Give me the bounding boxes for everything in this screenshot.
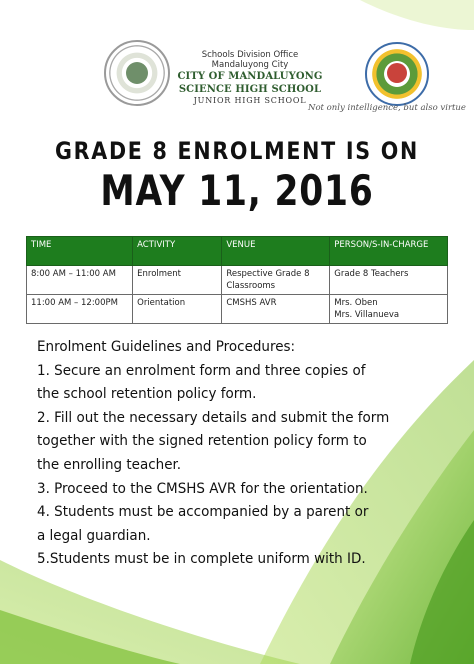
person-name: Mrs. Oben bbox=[334, 298, 378, 308]
person-name: Grade 8 Teachers bbox=[334, 269, 409, 279]
table-row bbox=[27, 266, 448, 295]
enrolment-guidelines bbox=[37, 336, 457, 572]
headline-block bbox=[0, 134, 474, 216]
school-name-text: CITY OF MANDALUYONG SCIENCE HIGH SCHOOL bbox=[177, 71, 323, 95]
table-row bbox=[27, 295, 448, 324]
guideline-line: 4. Students must be accompanied by a parent or bbox=[37, 504, 369, 521]
cell-time: 8:00 AM – 11:00 AM bbox=[27, 266, 133, 295]
enrolment-date: MAY 11, 2016 bbox=[100, 166, 374, 215]
guideline-line: 5.Students must be in complete uniform with ID. bbox=[37, 551, 366, 568]
cell-venue: CMSHS AVR bbox=[222, 295, 330, 324]
city-text: Mandaluyong City bbox=[211, 60, 289, 70]
letterhead bbox=[0, 0, 474, 125]
division-office-text: Schools Division Office bbox=[201, 50, 299, 60]
column-header-venue: VENUE bbox=[222, 237, 330, 266]
junior-high-text: JUNIOR HIGH SCHOOL bbox=[193, 96, 307, 105]
school-motto: Not only intelligence, but also virtue bbox=[308, 103, 466, 113]
school-seal-logo bbox=[365, 42, 429, 106]
cell-venue: Respective Grade 8 Classrooms bbox=[222, 266, 330, 295]
column-header-time: TIME bbox=[27, 237, 133, 266]
guideline-line: the enrolling teacher. bbox=[37, 456, 182, 473]
school-name-block bbox=[150, 50, 350, 106]
cell-activity: Enrolment bbox=[133, 266, 222, 295]
person-name: Mrs. Villanueva bbox=[334, 310, 400, 320]
guideline-line: a legal guardian. bbox=[37, 527, 151, 544]
cell-persons bbox=[330, 295, 448, 324]
guidelines-heading: Enrolment Guidelines and Procedures: bbox=[37, 339, 296, 355]
column-header-activity: ACTIVITY bbox=[133, 237, 222, 266]
guideline-line: together with the signed retention policy form to bbox=[37, 433, 367, 450]
cell-time: 11:00 AM – 12:00PM bbox=[27, 295, 133, 324]
enrolment-title: GRADE 8 ENROLMENT IS ON bbox=[54, 137, 420, 165]
guideline-line: 3. Proceed to the CMSHS AVR for the orientation. bbox=[37, 480, 368, 497]
guideline-line: the school retention policy form. bbox=[37, 386, 257, 403]
cell-activity: Orientation bbox=[133, 295, 222, 324]
column-header-persons: PERSON/S-IN-CHARGE bbox=[330, 237, 448, 266]
guideline-line: 1. Secure an enrolment form and three copies of bbox=[37, 362, 366, 379]
table-header-row bbox=[27, 237, 448, 266]
cell-persons bbox=[330, 266, 448, 295]
schedule-table bbox=[26, 236, 448, 324]
guideline-line: 2. Fill out the necessary details and submit the form bbox=[37, 409, 390, 426]
